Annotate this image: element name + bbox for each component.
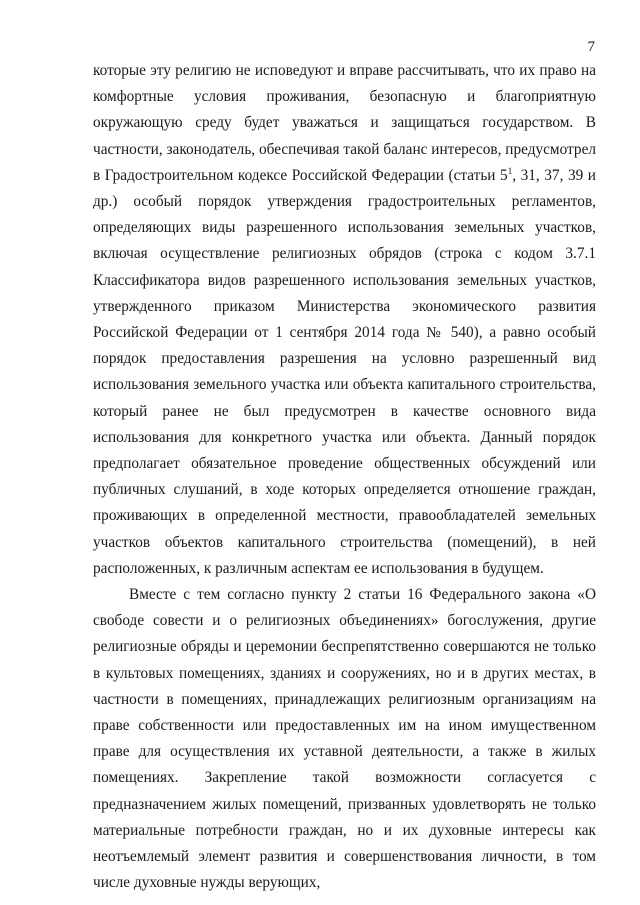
superscript-footnote: 1 [507, 165, 513, 176]
document-body [93, 58, 596, 897]
paragraph-text: , 31, 37, 39 и др.) особый порядок утверждения градостроительных регламентов, определяющих виды разрешенного использования земельных участков, включая осуществление религиозных обрядов (строка с кодом 3.7.1 Классификатора видов разрешенного использования земельных участков, утвержденного приказом Министерства экономического развития Российской Федерации от 1 сентября 2014 года № 540), а равно особый порядок предоставления разрешения на условно разрешенный вид использования земельного участка или объекта капитального строительства, который ранее не был предусмотрен в качестве основного вида использования для конкретного участка или объекта. Данный порядок предполагает обязательное проведение общественных обсуждений или публичных слушаний, в ходе которых определяется отношение граждан, проживающих в определенной местности, правообладателей земельных участков объектов капитального строительства (помещений), в ней расположенных, к различным аспектам ее использования в будущем. [93, 166, 596, 577]
paragraph: Вместе с тем согласно пункту 2 статьи 16 Федерального закона «О свободе совести и о религиозных объединениях» богослужения, другие религиозные обряды и церемонии беспрепятственно совершаются не только в культовых помещениях, зданиях и сооружениях, но и в других местах, в частности в помещениях, принадлежащих религиозным организациям на праве собственности или предоставленных им на ином имущественном праве для осуществления их уставной деятельности, а также в жилых помещениях. Закрепление такой возможности согласуется с предназначением жилых помещений, призванных удовлетворять не только материальные потребности граждан, но и их духовные интересы как неотъемлемый элемент развития и совершенствования личности, в том числе духовные нужды верующих, [93, 586, 596, 892]
paragraph-continuation [93, 58, 596, 582]
paragraph-text: которые эту религию не исповедуют и вправе рассчитывать, что их право на комфортные условия проживания, безопасную и благоприятную окружающую среду будет уважаться и защищаться государством. В частности, законодатель, обеспечивая такой баланс интересов, предусмотрел в Градостроительном кодексе Российской Федерации (статьи 5 [93, 62, 596, 184]
page-number: 7 [587, 39, 595, 55]
